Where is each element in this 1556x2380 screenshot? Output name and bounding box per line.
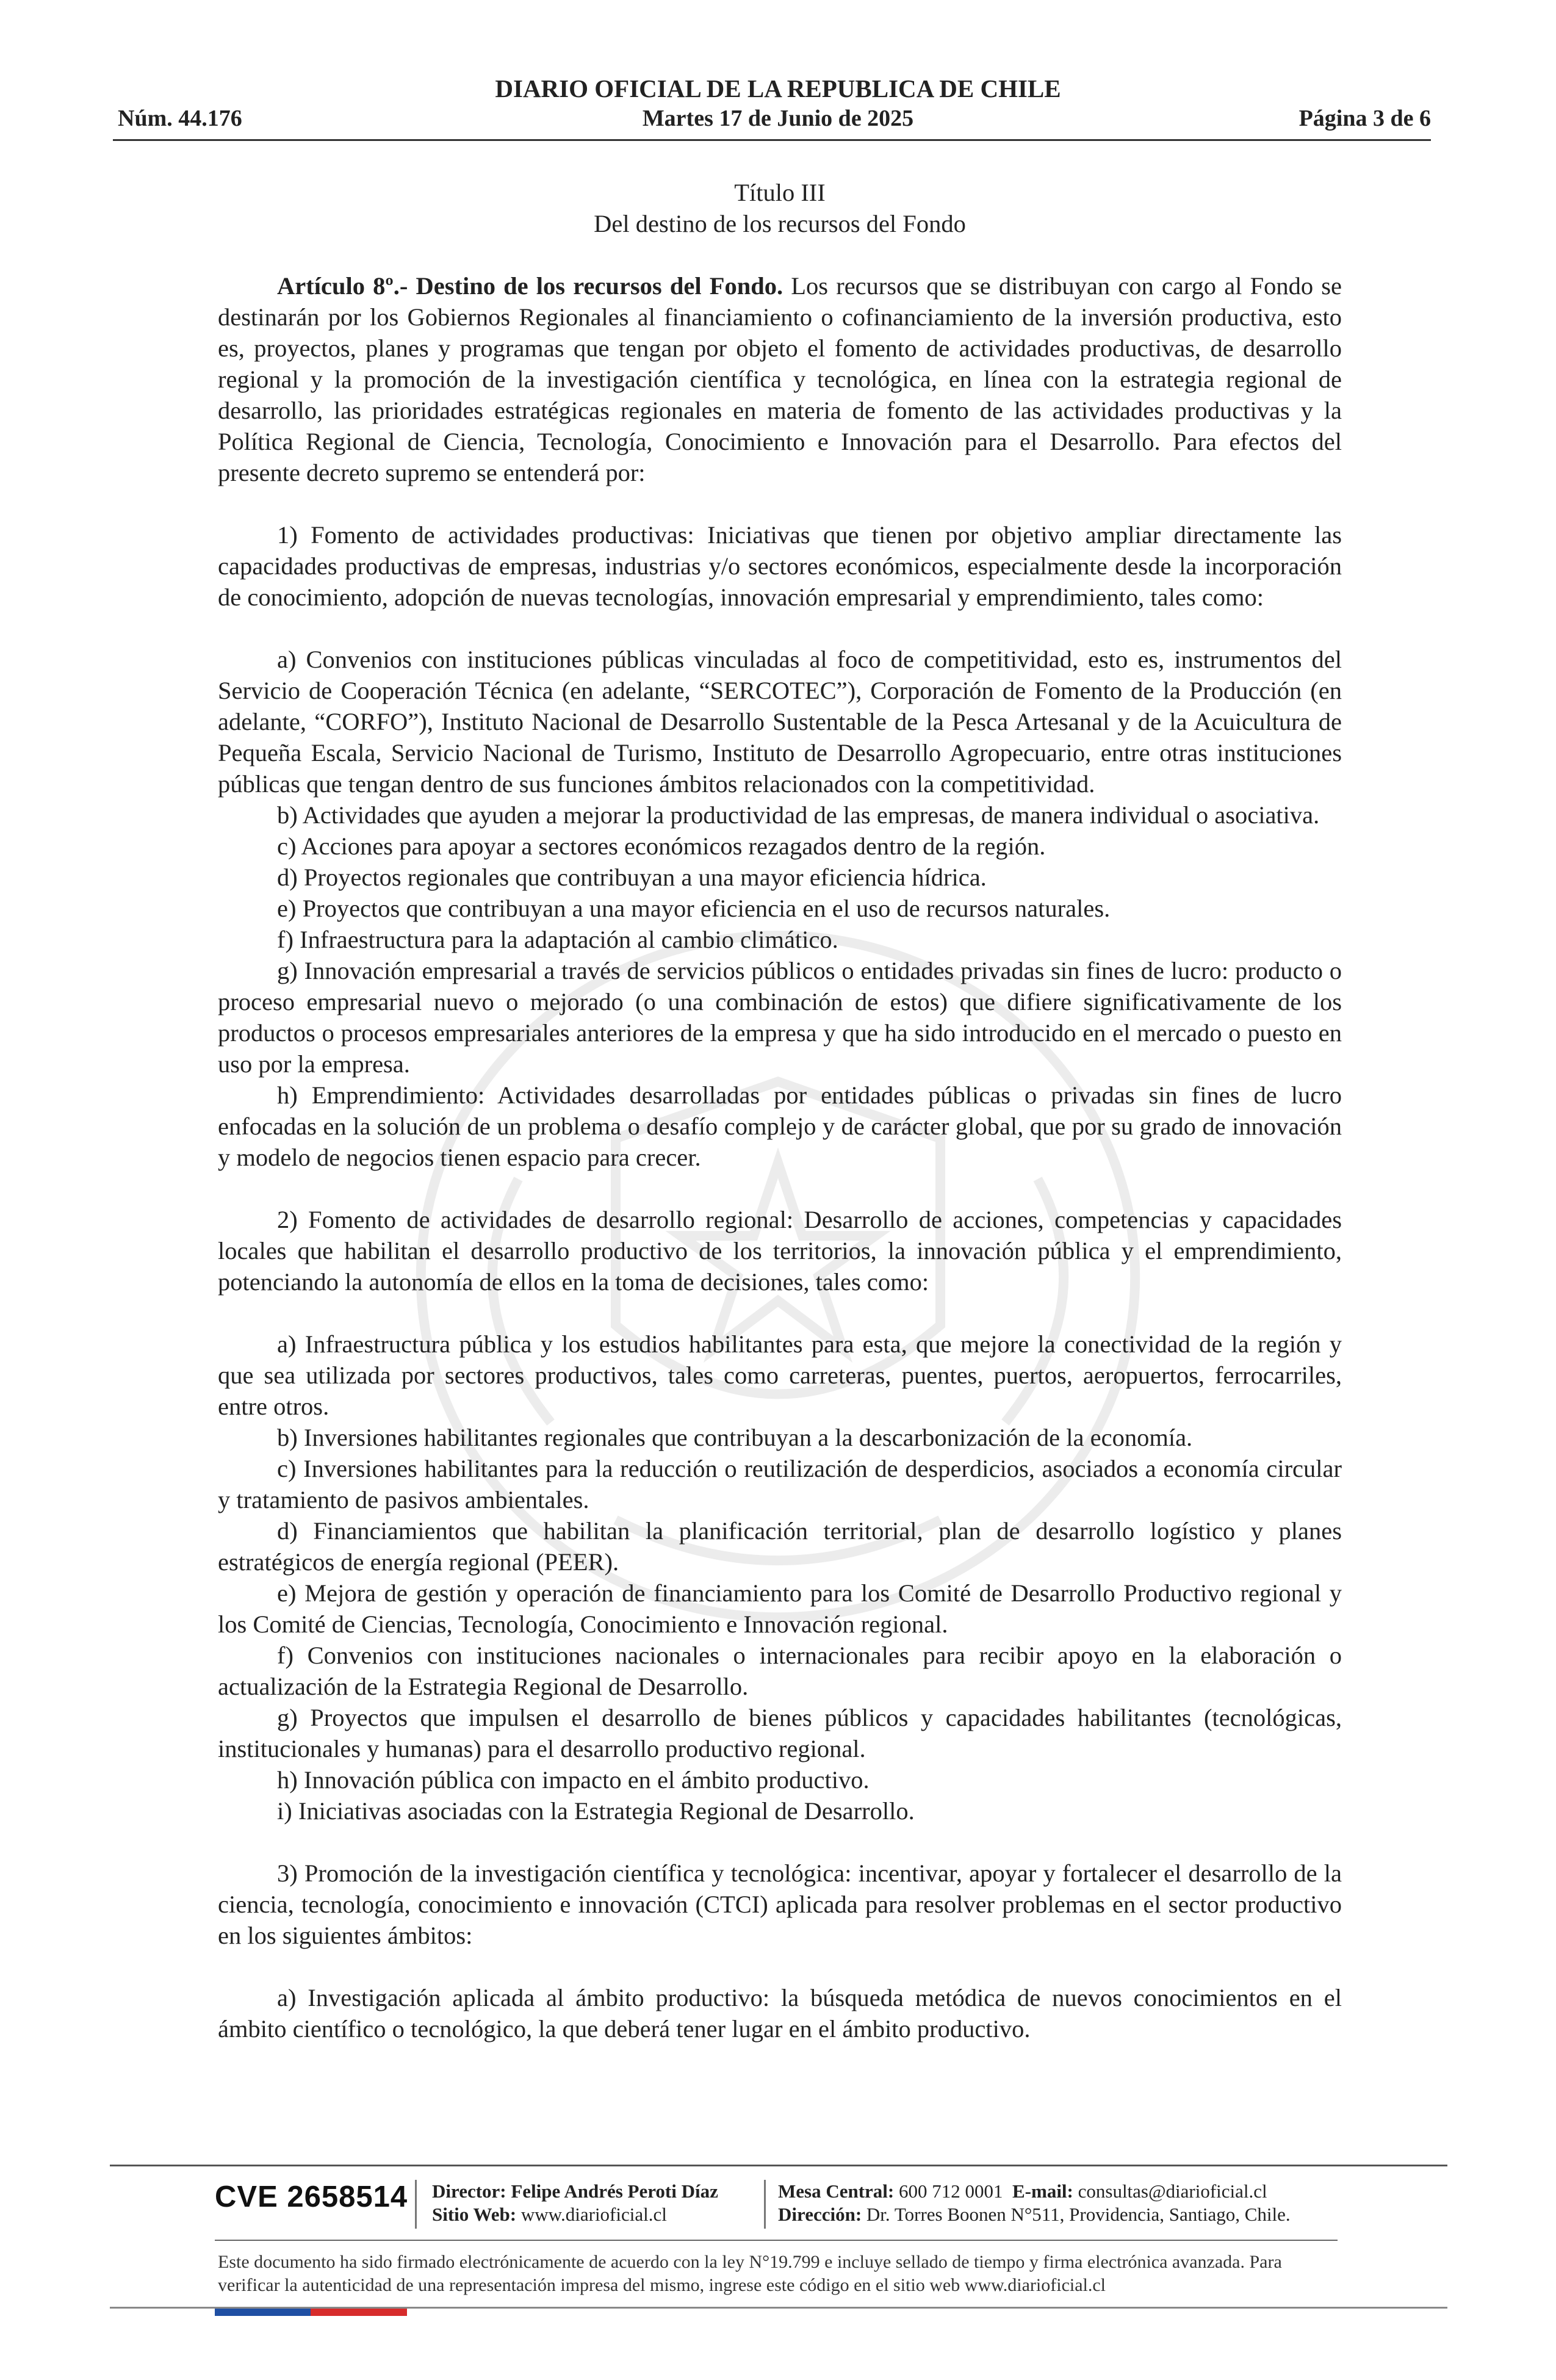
cve-code: CVE 2658514 (215, 2180, 408, 2213)
article-heading: Artículo 8º.- Destino de los recursos del Fondo. (277, 272, 783, 300)
email-link[interactable]: consultas@diarioficial.cl (1078, 2180, 1267, 2202)
director-name: Felipe Andrés Peroti Díaz (511, 2180, 718, 2202)
section-2-item-a: a) Infraestructura pública y los estudios habilitantes para esta, que mejore la conectividad de la región y que sea utilizada por sectores productivos, tales como carreteras, puentes, puertos, aeropuertos, ferrocarriles, entre otros. (218, 1330, 1342, 1420)
direccion-label: Dirección: (778, 2204, 862, 2225)
section-2-item-f: f) Convenios con instituciones nacionales o internacionales para recibir apoyo en la elaboración o actualización de la Estrategia Regional de Desarrollo. (218, 1642, 1342, 1700)
section-1-item-f: f) Infraestructura para la adaptación al cambio climático. (277, 926, 838, 953)
section-1-item-h: h) Emprendimiento: Actividades desarrolladas por entidades públicas o privadas sin fines de lucro enfocadas en la solución de un problema o desafío complejo y de carácter global, que por su grado de innovación y modelo de negocios tienen espacio para crecer. (218, 1081, 1342, 1171)
title-number: Título III (734, 179, 826, 206)
section-1-intro: 1) Fomento de actividades productivas: Iniciativas que tienen por objetivo ampliar directamente las capacidades productivas de empresas, industrias y/o sectores económicos, especialmente desde la incorporación de conocimiento, adopción de nuevas tecnologías, innovación empresarial y emprendimiento, tales como: (218, 521, 1342, 611)
section-1-item-b: b) Actividades que ayuden a mejorar la productividad de las empresas, de manera individual o asociativa. (277, 801, 1320, 829)
email-label: E-mail: (1012, 2180, 1073, 2202)
section-2-item-g: g) Proyectos que impulsen el desarrollo de bienes públicos y capacidades habilitantes (tecnológicas, institucionales y humanas) para el desarrollo productivo regional. (218, 1704, 1342, 1762)
page-indicator: Página 3 de 6 (1298, 106, 1431, 131)
footer-director-block (432, 2180, 718, 2226)
footer-contact-block (778, 2180, 1291, 2226)
section-1-item-d: d) Proyectos regionales que contribuyan a una mayor eficiencia hídrica. (277, 864, 987, 891)
article-text: Los recursos que se distribuyan con cargo al Fondo se destinarán por los Gobiernos Regionales al financiamiento o cofinanciamiento de la inversión productiva, esto es, proyectos, planes y programas que tengan por objeto el fomento de actividades productivas, de desarrollo regional y la promoción de la investigación científica y tecnológica, en línea con la estrategia regional de desarrollo, las prioridades estratégicas regionales en materia de fomento de las actividades productivas y la Política Regional de Ciencia, Tecnología, Conocimiento e Innovación para el Desarrollo. Para efectos del presente decreto supremo se entenderá por: (218, 272, 1342, 486)
gazette-title: DIARIO OFICIAL DE LA REPUBLICA DE CHILE (495, 74, 1061, 103)
flag-stripe-red (311, 2309, 407, 2316)
section-2-intro: 2) Fomento de actividades de desarrollo regional: Desarrollo de acciones, competencias y capacidades locales que habilitan el desarrollo productivo de los territorios, la innovación pública y el emprendimiento, potenciando la autonomía de ellos en la toma de decisiones, tales como: (218, 1206, 1342, 1296)
flag-stripe-blue (215, 2309, 311, 2316)
signature-note: Este documento ha sido firmado electrónicamente de acuerdo con la ley N°19.799 e incluye sellado de tiempo y firma electrónica avanzada. Para verificar la autenticidad de una representación impresa del mismo, ingrese este código en el sitio web www.diarioficial.cl (218, 2252, 1282, 2295)
footer-separator (764, 2180, 766, 2229)
footer-separator (415, 2180, 417, 2229)
flag-stripe (215, 2309, 407, 2316)
mesa-phone: 600 712 0001 (899, 2180, 1003, 2202)
document-body (218, 177, 1342, 2044)
section-1-item-e: e) Proyectos que contribuyan a una mayor eficiencia en el uso de recursos naturales. (277, 895, 1111, 922)
mesa-label: Mesa Central: (778, 2180, 895, 2202)
footer-divider-top (110, 2165, 1447, 2166)
section-2-item-b: b) Inversiones habilitantes regionales que contribuyan a la descarbonización de la economía. (277, 1424, 1193, 1451)
section-1-item-g: g) Innovación empresarial a través de servicios públicos o entidades privadas sin fines de lucro: producto o proceso empresarial nuevo o mejorado (o una combinación de estos) que difiere significativamente de los productos o procesos empresariales anteriores de la empresa y que ha sido introducido en el mercado o puesto en uso por la empresa. (218, 957, 1342, 1078)
section-3-item-a: a) Investigación aplicada al ámbito productivo: la búsqueda metódica de nuevos conocimientos en el ámbito científico o tecnológico, la que deberá tener lugar en el ámbito productivo. (218, 1984, 1342, 2043)
issue-number: Núm. 44.176 (118, 106, 242, 131)
section-2-item-i: i) Iniciativas asociadas con la Estrategia Regional de Desarrollo. (277, 1797, 915, 1825)
article-paragraph (218, 270, 1342, 488)
issue-date: Martes 17 de Junio de 2025 (642, 106, 914, 131)
section-2-item-d: d) Financiamientos que habilitan la planificación territorial, plan de desarrollo logístico y planes estratégicos de energía regional (PEER). (218, 1517, 1342, 1576)
section-1-item-a: a) Convenios con instituciones públicas vinculadas al foco de competitividad, esto es, instrumentos del Servicio de Cooperación Técnica (en adelante, “SERCOTEC”), Corporación de Fomento de la Producción (en adelante, “CORFO”), Instituto Nacional de Desarrollo Sustentable de la Pesca Artesanal y de la Acuicultura de Pequeña Escala, Servicio Nacional de Turismo, Instituto de Desarrollo Agropecuario, entre otras instituciones públicas que tengan dentro de sus funciones ámbitos relacionados con la competitividad. (218, 646, 1342, 798)
header-divider (113, 139, 1431, 141)
section-2-item-c: c) Inversiones habilitantes para la reducción o reutilización de desperdicios, asociados a economía circular y tratamiento de pasivos ambientales. (218, 1455, 1342, 1513)
director-label: Director: (432, 2180, 506, 2202)
web-label: Sitio Web: (432, 2204, 517, 2225)
section-1-item-c: c) Acciones para apoyar a sectores económicos rezagados dentro de la región. (277, 832, 1046, 860)
direccion-value: Dr. Torres Boonen N°511, Providencia, Santiago, Chile. (866, 2204, 1291, 2225)
section-2-item-h: h) Innovación pública con impacto en el ámbito productivo. (277, 1766, 870, 1794)
title-heading: Del destino de los recursos del Fondo (594, 210, 966, 237)
footer-divider-middle (215, 2240, 1338, 2241)
section-3-intro: 3) Promoción de la investigación científica y tecnológica: incentivar, apoyar y fortalecer el desarrollo de la ciencia, tecnología, conocimiento e innovación (CTCI) aplicada para resolver problemas en el sector productivo en los siguientes ámbitos: (218, 1859, 1342, 1949)
section-2-item-e: e) Mejora de gestión y operación de financiamiento para los Comité de Desarrollo Productivo regional y los Comité de Ciencias, Tecnología, Conocimiento e Innovación regional. (218, 1579, 1342, 1638)
web-link[interactable]: www.diarioficial.cl (520, 2204, 667, 2225)
